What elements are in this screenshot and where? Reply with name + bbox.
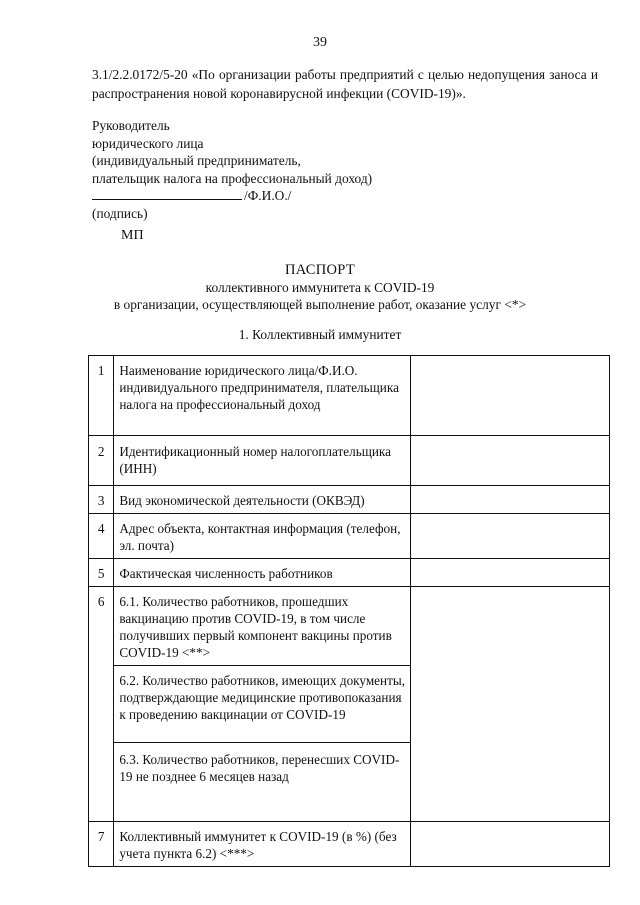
row-value-cell[interactable] (411, 436, 610, 486)
passport-table (88, 355, 610, 867)
table-row (89, 356, 610, 436)
row-value-cell[interactable] (411, 822, 610, 867)
page-number: 39 (313, 35, 327, 50)
document-title (0, 262, 640, 313)
table-row (89, 822, 610, 867)
table-row (89, 486, 610, 514)
signature-line[interactable] (92, 187, 242, 200)
row-number: 3 (89, 486, 114, 514)
stamp-label: МП (121, 228, 144, 243)
row-number: 6 (89, 587, 114, 822)
signer-line-2: юридического лица (92, 135, 204, 151)
signer-line-4: плательщик налога на профессиональный доход) (92, 170, 373, 186)
row-value-cell[interactable] (411, 559, 610, 587)
row-value-cell[interactable] (411, 486, 610, 514)
row-label: Вид экономической деятельности (ОКВЭД) (114, 486, 411, 514)
row-number: 7 (89, 822, 114, 867)
table-row (89, 514, 610, 559)
row-label: Адрес объекта, контактная информация (телефон, эл. почта) (114, 514, 411, 559)
row-label: 6.3. Количество работников, перенесших COVID-19 не позднее 6 месяцев назад (114, 743, 411, 822)
name-label: /Ф.И.О./ (244, 188, 292, 203)
section-title: 1. Коллективный иммунитет (238, 327, 402, 342)
intro-text: 3.1/2.2.0172/5-20 «По организации работы предприятий с целью недопущения заноса и распространения новой коронавирусной инфекции (COVID-19)». (92, 67, 598, 101)
signer-line-1: Руководитель (92, 118, 170, 133)
row-number: 2 (89, 436, 114, 486)
row-number: 5 (89, 559, 114, 587)
row-label: Фактическая численность работников (114, 559, 411, 587)
row-label: Идентификационный номер налогоплательщика (ИНН) (114, 436, 411, 486)
row-value-cell[interactable] (411, 356, 610, 436)
signer-block (92, 117, 372, 222)
table-row (89, 559, 610, 587)
row-number: 4 (89, 514, 114, 559)
row-label: Наименование юридического лица/Ф.И.О. индивидуального предпринимателя, плательщика налога на профессиональный доход (114, 356, 411, 436)
title-line-2: коллективного иммунитета к COVID-19 (205, 280, 435, 295)
signature-row (92, 187, 372, 205)
table-row (89, 436, 610, 486)
title-line-3: в организации, осуществляющей выполнение работ, оказание услуг <*> (113, 297, 527, 312)
row-label: 6.1. Количество работников, прошедших вакцинацию против COVID-19, в том числе получивших первый компонент вакцины против COVID-19 <**> (114, 587, 411, 666)
row-label: 6.2. Количество работников, имеющих документы, подтверждающие медицинские противопоказания к проведению вакцинации от COVID-19 (114, 666, 411, 743)
row-number: 1 (89, 356, 114, 436)
row-value-cell[interactable] (411, 514, 610, 559)
signature-label: (подпись) (92, 205, 148, 221)
table-row (89, 587, 610, 666)
signer-line-3: (индивидуальный предприниматель, (92, 153, 301, 168)
row-value-cell[interactable] (411, 587, 610, 822)
row-label: Коллективный иммунитет к COVID-19 (в %) (без учета пункта 6.2) <***> (114, 822, 411, 867)
title-main: ПАСПОРТ (284, 262, 356, 278)
